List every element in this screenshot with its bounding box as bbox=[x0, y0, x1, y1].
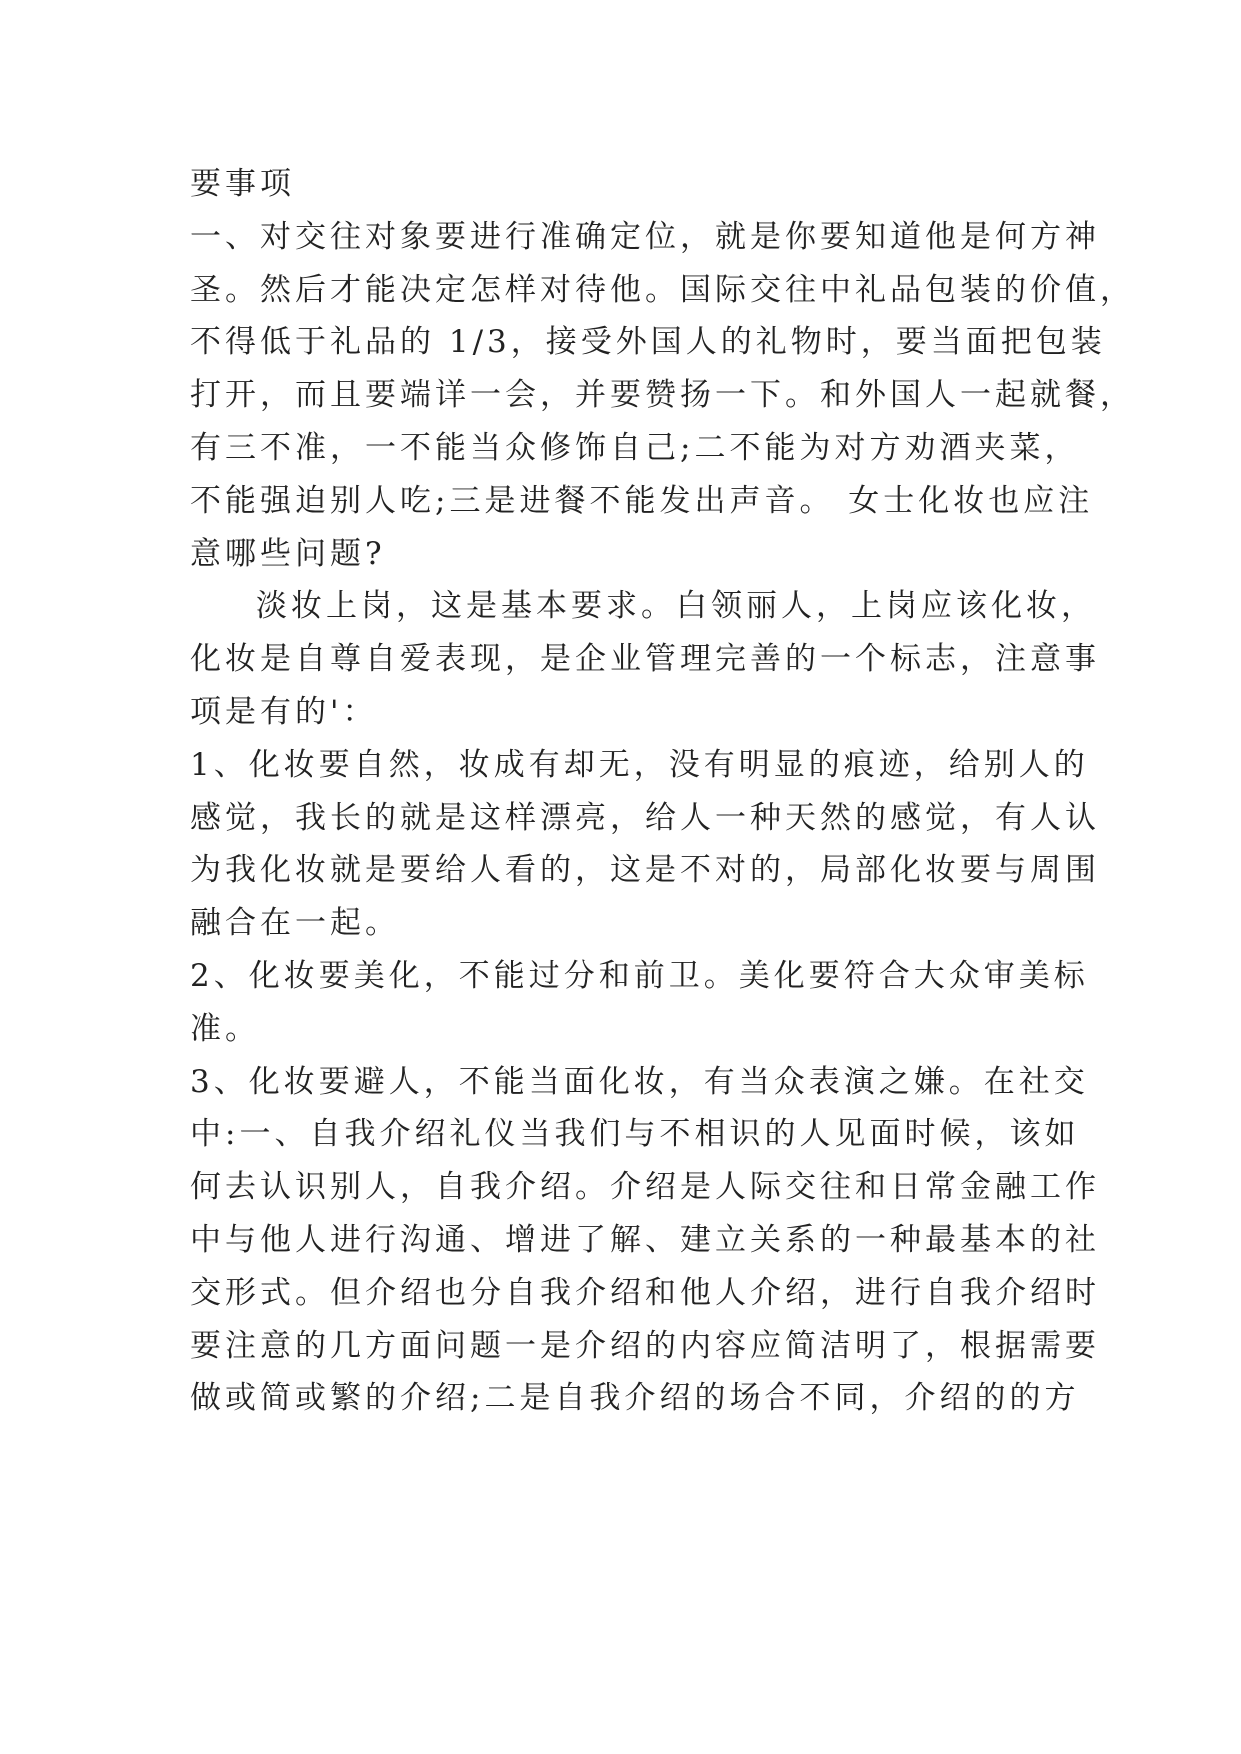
text-line: 圣。然后才能决定怎样对待他。国际交往中礼品包装的价值， bbox=[190, 271, 1135, 308]
text-line: 打开，而且要端详一会，并要赞扬一下。和外国人一起就餐， bbox=[190, 377, 1135, 414]
text-line: 何去认识别人，自我介绍。介绍是人际交往和日常金融工作 bbox=[190, 1169, 1100, 1206]
text-line: 交形式。但介绍也分自我介绍和他人介绍，进行自我介绍时 bbox=[190, 1274, 1100, 1311]
text-line: 要注意的几方面问题一是介绍的内容应简洁明了，根据需要 bbox=[190, 1327, 1100, 1364]
text-line: 不得低于礼品的 1/3，接受外国人的礼物时，要当面把包装 bbox=[190, 324, 1106, 361]
text-line: 融合在一起。 bbox=[190, 905, 400, 942]
text-line: 中:一、自我介绍礼仪当我们与不相识的人见面时候，该如 bbox=[190, 1116, 1080, 1153]
text-line: 感觉，我长的就是这样漂亮，给人一种天然的感觉，有人认 bbox=[190, 799, 1100, 836]
text-line: 项是有的'： bbox=[190, 693, 378, 730]
text-line: 化妆是自尊自爱表现，是企业管理完善的一个标志，注意事 bbox=[190, 641, 1100, 678]
text-line: 3、化妆要避人，不能当面化妆，有当众表演之嫌。在社交 bbox=[190, 1063, 1089, 1100]
text-line: 一、对交往对象要进行准确定位，就是你要知道他是何方神 bbox=[190, 218, 1100, 255]
text-line: 有三不准，一不能当众修饰自己;二不能为对方劝酒夹菜， bbox=[190, 429, 1080, 466]
text-line: 为我化妆就是要给人看的，这是不对的，局部化妆要与周围 bbox=[190, 852, 1100, 889]
body-text bbox=[190, 158, 1135, 1425]
text-line: 意哪些问题? bbox=[190, 535, 386, 572]
text-line: 准。 bbox=[190, 1010, 260, 1047]
text-line: 不能强迫别人吃;三是进餐不能发出声音。 女士化妆也应注 bbox=[190, 482, 1094, 519]
text-line: 1、化妆要自然，妆成有却无，没有明显的痕迹，给别人的 bbox=[190, 746, 1089, 783]
text-line: 要事项 bbox=[190, 166, 295, 202]
text-line: 做或简或繁的介绍;二是自我介绍的场合不同，介绍的的方 bbox=[190, 1380, 1080, 1417]
text-line: 淡妆上岗，这是基本要求。白领丽人，上岗应该化妆， bbox=[256, 588, 1096, 625]
text-line: 2、化妆要美化，不能过分和前卫。美化要符合大众审美标 bbox=[190, 957, 1089, 994]
text-line: 中与他人进行沟通、增进了解、建立关系的一种最基本的社 bbox=[190, 1221, 1100, 1258]
